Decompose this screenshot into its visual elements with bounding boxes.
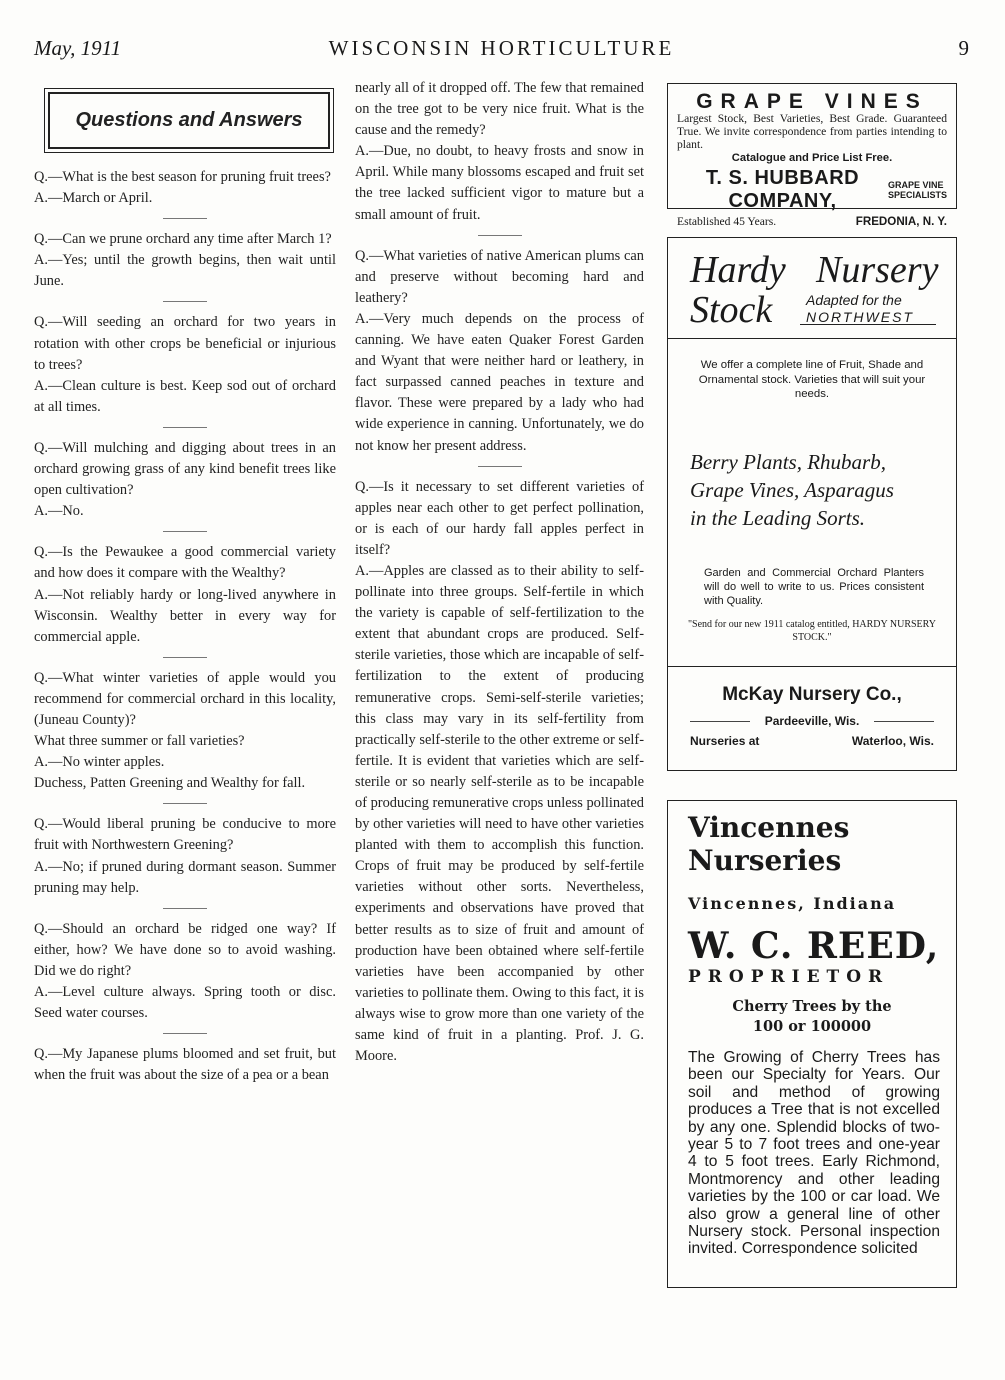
qa-column-2 — [355, 78, 644, 1067]
berry-line-3: in the Leading Sorts. — [690, 506, 866, 530]
hardy-berry-lines — [690, 448, 940, 532]
qa-column-1 — [34, 78, 336, 1086]
section-rule — [163, 803, 207, 804]
hardy-divider-2 — [668, 666, 956, 667]
northwest-text: NORTHWEST — [806, 309, 914, 325]
qa-paragraph: A.—Apples are classed as to their ability to self-pollinate into three groups. Self-fertile in which the variety is capable of self-fertilization to the extent that abundant crops are produced. Self-sterile varieties, those which are incapable of self-fertilization to the extent of producing remunerative crops. Semi-self-sterile varieties; this class may vary in its self-fertility from practically self-sterile to the other extreme or self-fertile. It is evident that varieties which are self-sterile or so nearly self-sterile as to be incapable of producing remunerative crops unless pollinated by other varieties will need to have other varieties planted with them to accomplish this function. Crops of fruit may be produced by self-fertile varieties without other sorts. Nevertheless, experiments and observations have proved that better results as to size of fruit and amount of production have been obtained where self-fertile varieties have been accompanied by other varieties to pollinate them. Owing to this fact, it is always wise to grow more than one variety of the same kind of fruit in a planting. Prof. J. G. Moore. — [355, 562, 644, 1065]
issue-date: May, 1911 — [34, 36, 122, 60]
qa-paragraph: A.—March or April. — [34, 190, 153, 207]
stock-word: Stock — [690, 289, 773, 331]
qa-paragraph: Q.—My Japanese plums bloomed and set fruit, but when the fruit was about the size of a pea or a bean — [34, 1046, 336, 1084]
qa-paragraph: A.—Clean culture is best. Keep sod out of orchard at all times. — [34, 377, 336, 415]
qa-title: Questions and Answers — [75, 108, 303, 131]
grape-catalogue: Catalogue and Price List Free. — [731, 152, 893, 165]
mckay-name: McKay Nursery Co., — [722, 684, 902, 705]
vincennes-name-line-1: Vincennes — [688, 811, 850, 844]
qa-title-box-inner — [48, 92, 330, 149]
berry-line-2: Grape Vines, Asparagus — [690, 478, 894, 502]
hardy-divider-1 — [668, 338, 956, 339]
vincennes-town: Vincennes, Indiana — [688, 894, 897, 913]
berry-line-1: Berry Plants, Rhubarb, — [690, 450, 886, 474]
ad-vincennes-nurseries — [667, 800, 957, 1288]
page-header — [34, 36, 969, 60]
qa-paragraph: A.—Yes; until the growth begins, then wait until June. — [34, 252, 336, 290]
vincennes-name — [688, 811, 849, 877]
qa-paragraph: What three summer or fall varieties? — [34, 733, 245, 750]
section-rule — [163, 657, 207, 658]
mckay-pardeeville: Pardeeville, Wis. — [764, 714, 860, 728]
page-number: 9 — [958, 36, 969, 60]
grape-company-row — [677, 167, 947, 213]
qa-paragraph: A.—Not reliably hardy or long-lived anywhere in Wisconsin. Wealthy better in every way for commercial apple. — [34, 586, 336, 645]
section-rule — [163, 908, 207, 909]
grape-company: T. S. HUBBARD COMPANY, — [705, 167, 860, 213]
qa-paragraph: Q.—What is the best season for pruning fruit trees? — [34, 169, 331, 185]
hardy-catalog-note: "Send for our new 1911 catalog entitled, HARDY NURSERY STOCK." — [687, 619, 937, 643]
qa-paragraph: Q.—Will mulching and digging about trees in an orchard growing grass of any kind benefit trees like open cultivation? — [34, 439, 336, 499]
section-rule — [163, 218, 207, 219]
qa-paragraph: Q.—Will seeding an orchard for two years in rotation with other crops be beneficial or injurious to trees? — [34, 314, 336, 373]
nurseries-at: Nurseries at — [690, 734, 760, 748]
section-rule — [478, 235, 522, 236]
proprietor-label: PROPRIETOR — [688, 967, 890, 987]
qa-paragraph: Duchess, Patten Greening and Wealthy for fall. — [34, 775, 306, 792]
vincennes-name-line-2: Nurseries — [688, 844, 842, 877]
pardeeville-rule-right — [874, 721, 934, 722]
nursery-word: Nursery — [816, 249, 939, 291]
reed-name: W. C. REED, — [688, 925, 940, 967]
qa-paragraph: Q.—Is the Pewaukee a good commercial variety and how does it compare with the Wealthy? — [34, 544, 336, 582]
section-rule — [163, 1033, 207, 1034]
qa-paragraph: A.—No winter apples. — [34, 754, 165, 771]
qa-paragraph: A.—No. — [34, 503, 84, 520]
ad-hardy-nursery — [667, 237, 957, 771]
cherry-line-1: Cherry Trees by the — [732, 998, 892, 1015]
cherry-headline — [668, 997, 956, 1037]
section-rule — [478, 466, 522, 467]
qa-paragraph: Q.—What winter varieties of apple would you recommend for commercial orchard in this locality, (Juneau County)? — [34, 669, 336, 728]
ad-grape-vines — [667, 83, 957, 229]
qa-title-box — [44, 88, 334, 153]
grape-established: Established 45 Years. — [677, 215, 777, 229]
adapted-text: Adapted for the — [806, 292, 902, 308]
mckay-nurseries-row — [690, 734, 934, 748]
hardy-garden-text: Garden and Commercial Orchard Planters will do well to write to us. Prices consistent with Quality. — [704, 567, 924, 607]
grape-town: FREDONIA, N. Y. — [855, 215, 947, 229]
hardy-offer: We offer a complete line of Fruit, Shade and Ornamental stock. Varieties that will suit your needs. — [698, 359, 926, 400]
grape-est-row — [677, 215, 947, 228]
qa-paragraph: Q.—What varieties of native American plums can and preserve without becoming hard and leathery? — [355, 247, 644, 306]
section-rule — [163, 427, 207, 428]
qa-paragraph: A.—Very much depends on the process of canning. We have eaten Quaker Forest Garden and Wyant that were neither hard or leathery, in fact surpassed canned peaches in texture and flavor. These were prepared by a lady who had wide experience in canning. Unfortunately, we do not know her present address. — [355, 310, 644, 454]
grape-body: Largest Stock, Best Varieties, Best Grade. Guaranteed True. We invite correspondence from parties intending to plant. — [677, 112, 947, 151]
section-rule — [163, 301, 207, 302]
qa-paragraph: A.—No; if pruned during dormant season. Summer pruning may help. — [34, 858, 336, 896]
grape-specialists — [888, 180, 947, 200]
qa-paragraph: A.—Level culture always. Spring tooth or disc. Seed water courses. — [34, 984, 336, 1022]
grape-headline: GRAPE VINES — [696, 90, 928, 113]
qa-paragraph: Q.—Would liberal pruning be conducive to more fruit with Northwestern Greening? — [34, 816, 336, 854]
hardy-word: Hardy — [690, 249, 786, 291]
qa-paragraph: Q.—Can we prune orchard any time after March 1? — [34, 231, 332, 248]
qa-paragraph: nearly all of it dropped off. The few that remained on the tree got to be very nice fruit. What is the cause and the remedy? — [355, 80, 644, 139]
cherry-line-2: 100 or 100000 — [752, 1018, 872, 1035]
waterloo: Waterloo, Wis. — [851, 734, 934, 748]
grape-spec-line-1: GRAPE VINE — [887, 180, 944, 191]
vincennes-body: The Growing of Cherry Trees has been our Specialty for Years. Our soil and method of growing produces a Tree that is not excelled by any one. Splendid blocks of two-year 5 to 7 foot trees and one-year 4 to 5 foot trees. Early Richmond, Montmorency and other leading varieties by the 100 or car load. We also grow a general line of other Nursery stock. Personal inspection invited. Correspondence solicited — [688, 1049, 940, 1258]
qa-paragraph: A.—Due, no doubt, to heavy frosts and snow in April. While many blossoms escaped and fruit set the tree lacked sufficient vigor to mature but a small amount of fruit. — [355, 143, 644, 223]
publication-title: WISCONSIN HORTICULTURE — [328, 36, 675, 60]
qa-paragraph: Q.—Should an orchard be ridged one way? If either, how? We have done so to avoid washing. Did we do right? — [34, 920, 336, 979]
section-rule — [163, 531, 207, 532]
qa-paragraph: Q.—Is it necessary to set different varieties of apples near each other to get perfect pollination, or is each of our hardy fall apples perfect in itself? — [355, 478, 644, 558]
grape-spec-line-2: SPECIALISTS — [887, 190, 947, 201]
